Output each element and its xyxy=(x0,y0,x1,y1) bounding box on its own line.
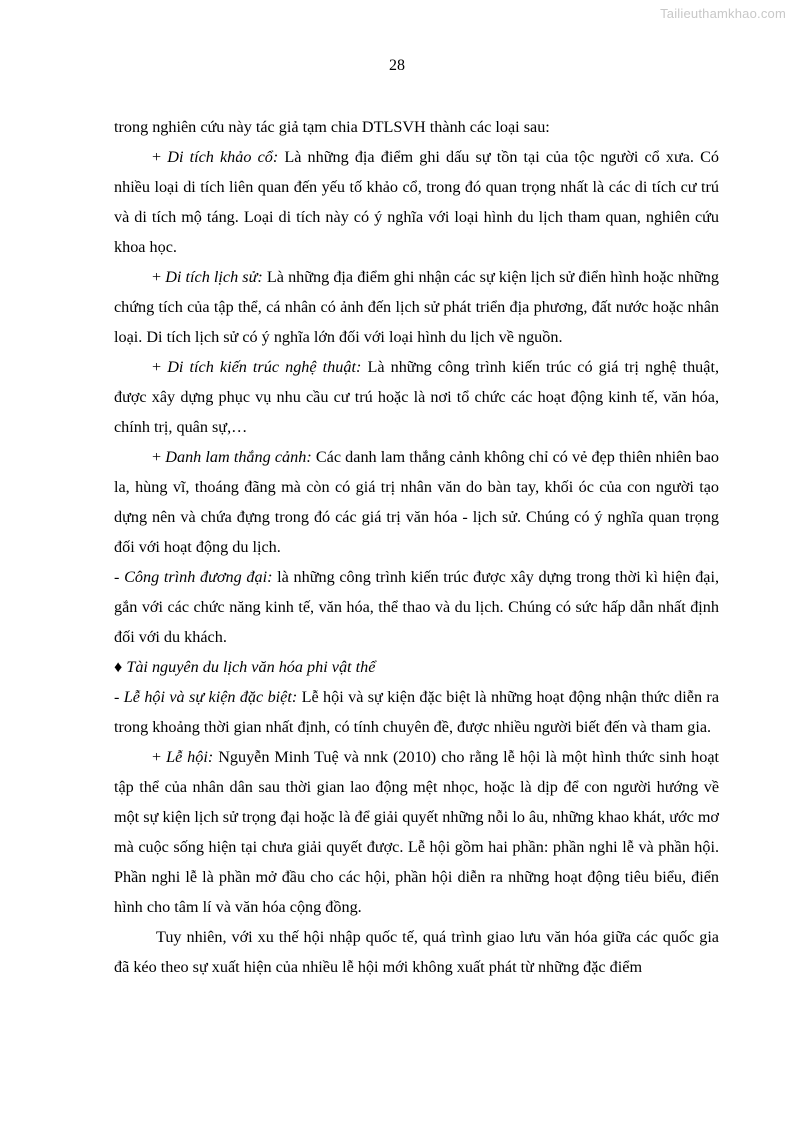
paragraph-text: Các danh lam thắng cảnh không chỉ có vẻ đẹp thiên nhiên bao la, hùng vĩ, thoáng đãng mà còn có giá trị nhân văn do bàn tay, khối óc của con người tạo dựng nên và chứa đựng trong đó các giá trị văn hóa - lịch sử. Chúng có ý nghĩa quan trọng đối với hoạt động du lịch. xyxy=(114,448,719,556)
paragraph-text: Là những địa điểm ghi nhận các sự kiện lịch sử điển hình hoặc những chứng tích của tập thể, cá nhân có ảnh đến lịch sử phát triển địa phương, đất nước hoặc nhân loại. Di tích lịch sử có ý nghĩa lớn đối với loại hình du lịch về nguồn. xyxy=(114,268,719,346)
term-festivals-events: Lễ hội và sự kiện đặc biệt: xyxy=(123,688,298,706)
paragraph-architectural-relics xyxy=(114,352,719,442)
bullet-marker: + xyxy=(152,748,167,766)
paragraph-contemporary-works xyxy=(114,562,719,652)
term-architectural-relics: Di tích kiến trúc nghệ thuật: xyxy=(167,358,362,376)
term-festival: Lễ hội: xyxy=(166,748,214,766)
paragraph-text: Lễ hội và sự kiện đặc biệt là những hoạt động nhận thức diễn ra trong khoảng thời gian nhất định, có tính chuyên đề, được nhiều người biết đến và tham gia. xyxy=(114,688,719,736)
paragraph-historical-relics xyxy=(114,262,719,352)
term-contemporary-works: Công trình đương đại: xyxy=(124,568,273,586)
paragraph-text: là những công trình kiến trúc được xây dựng trong thời kì hiện đại, gắn với các chức năng kinh tế, văn hóa, thể thao và du lịch. Chúng có sức hấp dẫn nhất định đối với du khách. xyxy=(114,568,720,646)
paragraph-text: Là những địa điểm ghi dấu sự tồn tại của tộc người cổ xưa. Có nhiều loại di tích liên quan đến yếu tố khảo cổ, trong đó quan trọng nhất là các di tích cư trú và di tích mộ táng. Loại di tích này có ý nghĩa với loại hình du lịch tham quan, nghiên cứu khoa học. xyxy=(114,148,719,256)
paragraph-text: Nguyễn Minh Tuệ và nnk (2010) cho rằng lễ hội là một hình thức sinh hoạt tập thể của nhân dân sau thời gian lao động mệt nhọc, hoặc là dịp để con người hướng về một sự kiện lịch sử trọng đại hoặc là để giải quyết những nỗi lo âu, những khao khát, ước mơ mà cuộc sống hiện tại chưa giải quyết được. Lễ hội gồm hai phần: phần nghi lễ và phần hội. Phần nghi lễ là phần mở đầu cho các hội, phần hội diễn ra những hoạt động tiêu biểu, điển hình cho tâm lí và văn hóa cộng đồng. xyxy=(114,748,719,916)
paragraph-text: Tuy nhiên, với xu thế hội nhập quốc tế, quá trình giao lưu văn hóa giữa các quốc gia đã kéo theo sự xuất hiện của nhiều lễ hội mới không xuất phát từ những đặc điểm xyxy=(114,928,719,976)
paragraph-intro xyxy=(114,112,719,142)
paragraph-festivals-events xyxy=(114,682,719,742)
bullet-marker: + xyxy=(152,448,166,466)
section-heading-intangible xyxy=(114,652,719,682)
bullet-marker: + xyxy=(152,358,168,376)
diamond-bullet-icon: ♦ xyxy=(114,658,127,676)
paragraph-text: trong nghiên cứu này tác giả tạm chia DTLSVH thành các loại sau: xyxy=(114,118,550,136)
paragraph-scenic-spots xyxy=(114,442,719,562)
bullet-marker: + xyxy=(152,148,168,166)
bullet-marker: - xyxy=(114,688,124,706)
paragraph-festival xyxy=(114,742,719,922)
bullet-marker: - xyxy=(114,568,125,586)
term-historical-relics: Di tích lịch sử: xyxy=(165,268,263,286)
watermark: Tailieuthamkhao.com xyxy=(660,6,786,21)
paragraph-text: Là những công trình kiến trúc có giá trị nghệ thuật, được xây dựng phục vụ nhu cầu cư trú hoặc là nơi tổ chức các hoạt động kinh tế, văn hóa, chính trị, quân sự,… xyxy=(114,358,719,436)
paragraph-archaeological-relics xyxy=(114,142,719,262)
heading-intangible-resources: Tài nguyên du lịch văn hóa phi vật thể xyxy=(126,658,376,676)
page-number: 28 xyxy=(389,57,405,74)
document-body xyxy=(114,112,719,982)
paragraph-globalization xyxy=(114,922,719,982)
bullet-marker: + xyxy=(152,268,166,286)
term-archaeological-relics: Di tích khảo cổ: xyxy=(167,148,279,166)
term-scenic-spots: Danh lam thắng cảnh: xyxy=(165,448,312,466)
